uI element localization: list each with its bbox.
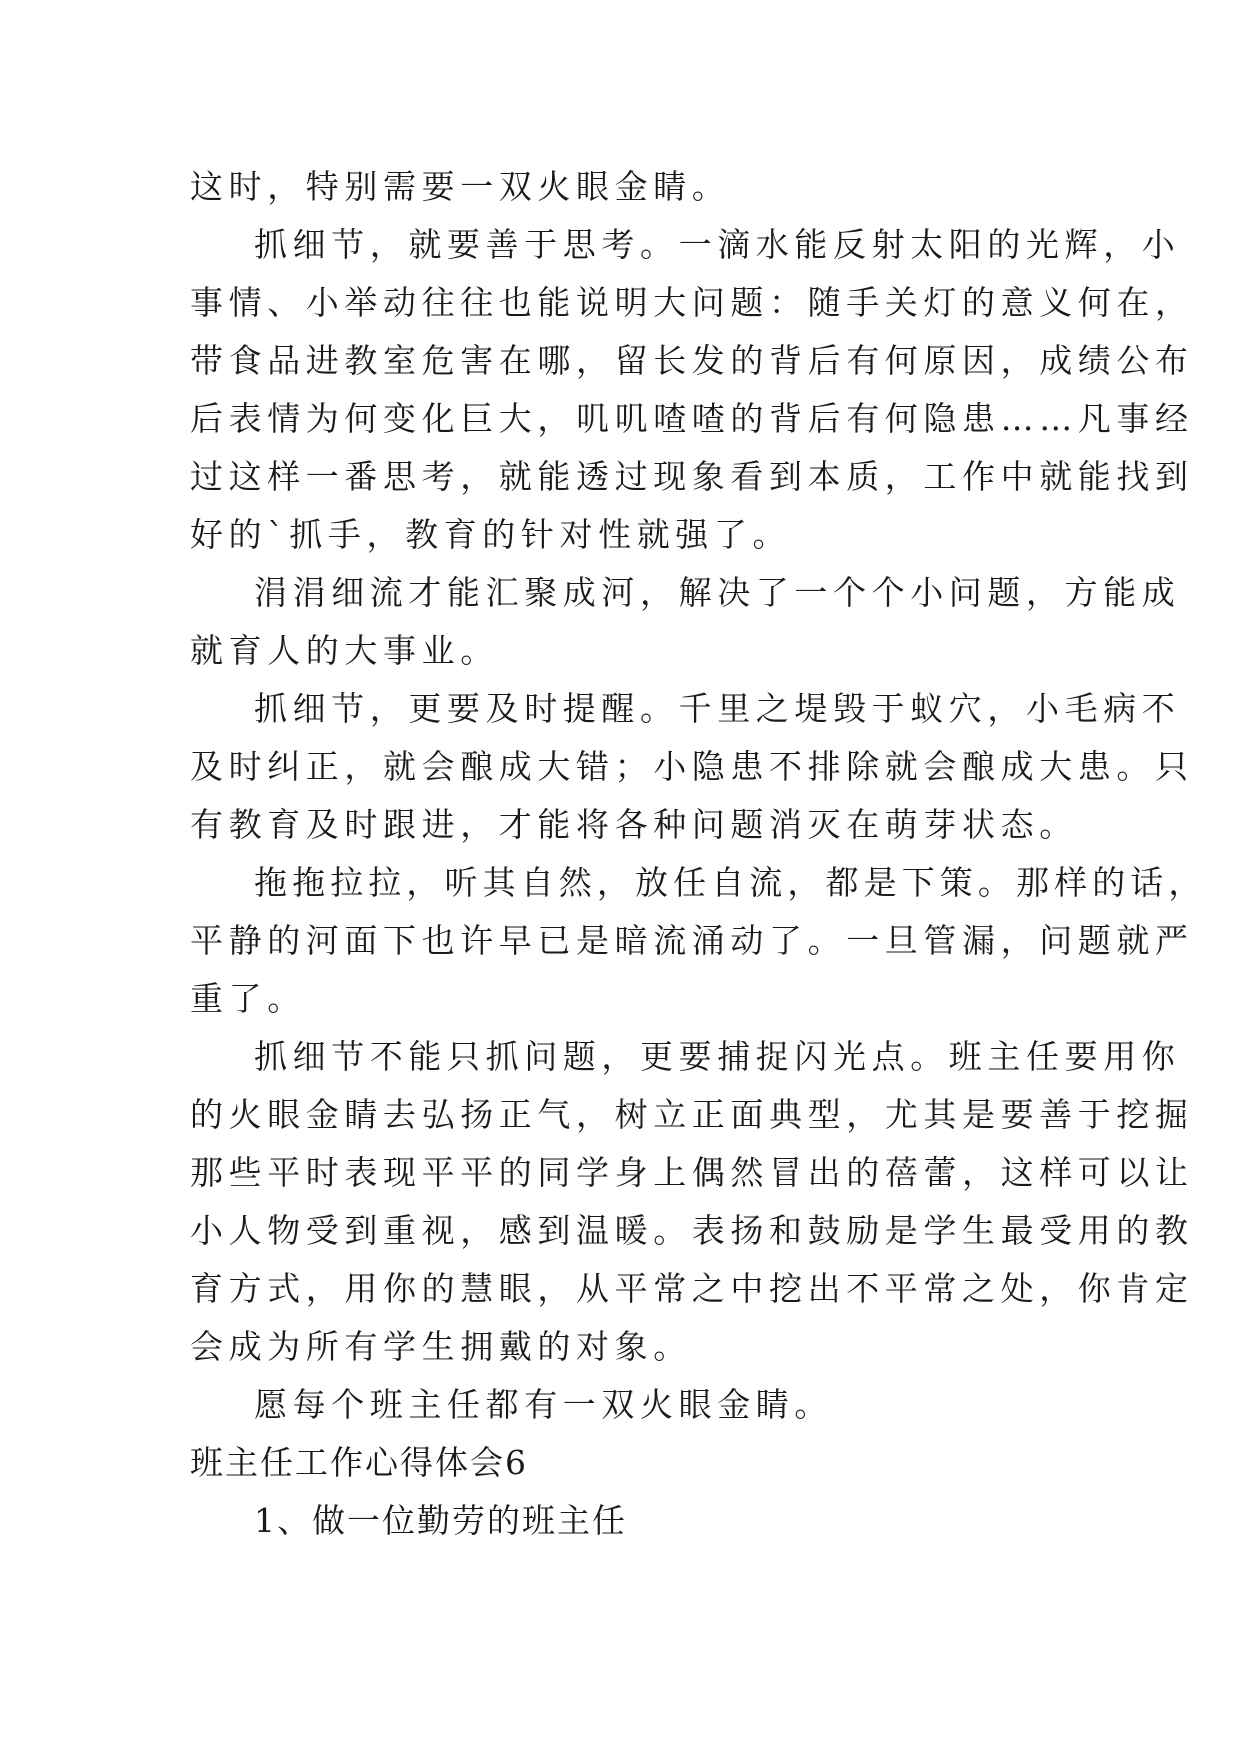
text-line: 小人物受到重视，感到温暖。表扬和鼓励是学生最受用的教 (190, 1211, 1194, 1250)
text-line: 育方式，用你的慧眼，从平常之中挖出不平常之处，你肯定 (190, 1269, 1194, 1308)
text-line: 过这样一番思考，就能透过现象看到本质，工作中就能找到 (190, 457, 1194, 496)
paragraph-start-line: 抓细节，更要及时提醒。千里之堤毁于蚁穴，小毛病不 (254, 689, 1181, 728)
section-heading: 班主任工作心得体会6 (190, 1443, 528, 1482)
paragraph-start-line: 愿每个班主任都有一双火眼金睛。 (254, 1385, 833, 1424)
text-line: 重了。 (190, 979, 306, 1018)
text-line: 就育人的大事业。 (190, 631, 499, 670)
text-line: 好的`抓手，教育的针对性就强了。 (190, 515, 792, 554)
paragraph-start-line: 抓细节，就要善于思考。一滴水能反射太阳的光辉，小 (254, 225, 1181, 264)
text-line: 平静的河面下也许早已是暗流涌动了。一旦管漏，问题就严 (190, 921, 1194, 960)
text-line: 这时，特别需要一双火眼金睛。 (190, 167, 731, 206)
paragraph-start-line: 抓细节不能只抓问题，更要捕捉闪光点。班主任要用你 (254, 1037, 1181, 1076)
text-line: 会成为所有学生拥戴的对象。 (190, 1327, 692, 1366)
subsection-heading: 1、做一位勤劳的班主任 (254, 1501, 627, 1540)
text-line: 带食品进教室危害在哪，留长发的背后有何原因，成绩公布 (190, 341, 1194, 380)
text-line: 那些平时表现平平的同学身上偶然冒出的蓓蕾，这样可以让 (190, 1153, 1194, 1192)
text-line: 及时纠正，就会酿成大错；小隐患不排除就会酿成大患。只 (190, 747, 1194, 786)
paragraph-start-line: 拖拖拉拉，听其自然，放任自流，都是下策。那样的话， (254, 863, 1207, 902)
paragraph-start-line: 涓涓细流才能汇聚成河，解决了一个个小问题，方能成 (254, 573, 1181, 612)
text-line: 有教育及时跟进，才能将各种问题消灭在萌芽状态。 (190, 805, 1078, 844)
text-line: 事情、小举动往往也能说明大问题：随手关灯的意义何在， (190, 283, 1194, 322)
text-line: 的火眼金睛去弘扬正气，树立正面典型，尤其是要善于挖掘 (190, 1095, 1194, 1134)
text-line: 后表情为何变化巨大，叽叽喳喳的背后有何隐患……凡事经 (190, 399, 1194, 438)
